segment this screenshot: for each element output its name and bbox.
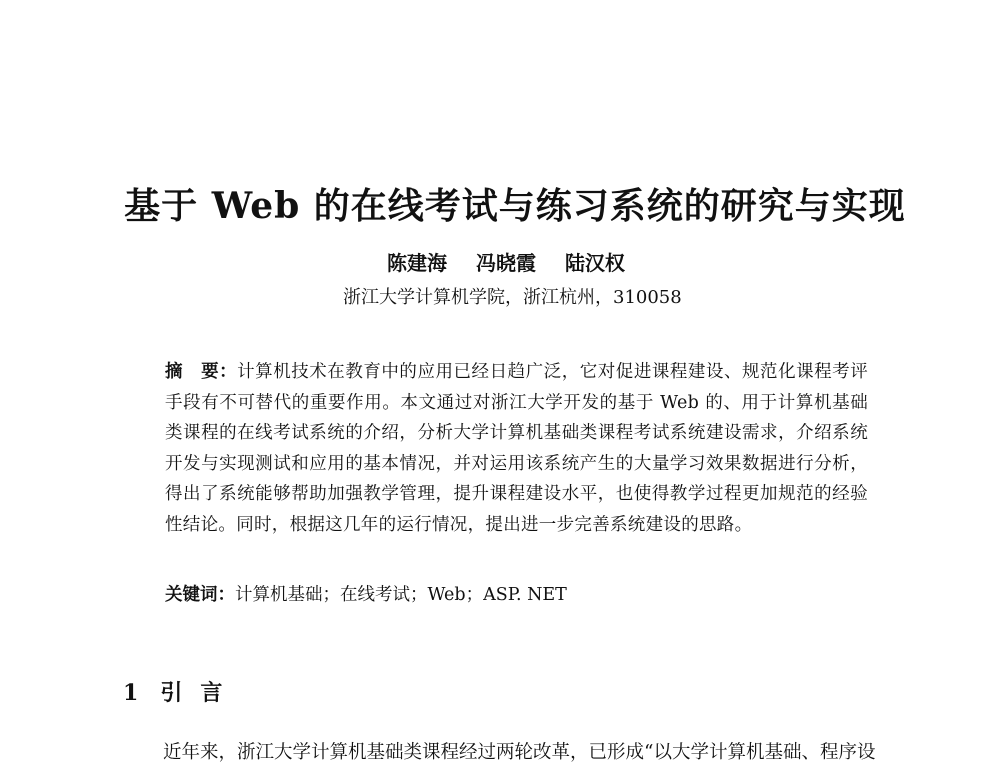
body-paragraph: 近年来，浙江大学计算机基础类课程经过两轮改革，已形成“以大学计算机基础、程序设 (163, 742, 876, 763)
author-name: 冯晓霞 (475, 251, 536, 275)
section-title: 引言 (160, 680, 241, 706)
author-affiliation: 浙江大学计算机学院，浙江杭州，310058 (343, 287, 682, 308)
keywords-label: 关键词： (165, 585, 235, 605)
section-number: 1 (123, 680, 139, 706)
abstract-text: 计算机技术在教育中的应用已经日趋广泛，它对促进课程建设、规范化课程考评手段有不可替代的重要作用。本文通过对浙江大学开发的基于 Web 的、用于计算机基础类课程的在线考试系统的介绍，分析大学计算机基础类课程考试系统建设需求，介绍系统开发与实现测试和应用的基本情况，并对运用该系统产生的大量学习效果数据进行分析，得出了系统能够帮助加强教学管理，提升课程建设水平，也使得教学过程更加规范的经验性结论。同时，根据这几年的运行情况，提出进一步完善系统建设的思路。 (165, 362, 869, 535)
section-heading (123, 676, 240, 707)
author-name: 陈建海 (387, 251, 447, 275)
abstract (165, 357, 868, 540)
keywords (165, 581, 567, 606)
abstract-label: 摘 要： (165, 362, 238, 382)
author-name: 陆汉权 (564, 251, 625, 275)
keywords-text: 计算机基础；在线考试；Web；ASP. NET (235, 585, 567, 605)
paper-title: 基于 Web 的在线考试与练习系统的研究与实现 (124, 185, 906, 227)
author-list (387, 247, 647, 276)
